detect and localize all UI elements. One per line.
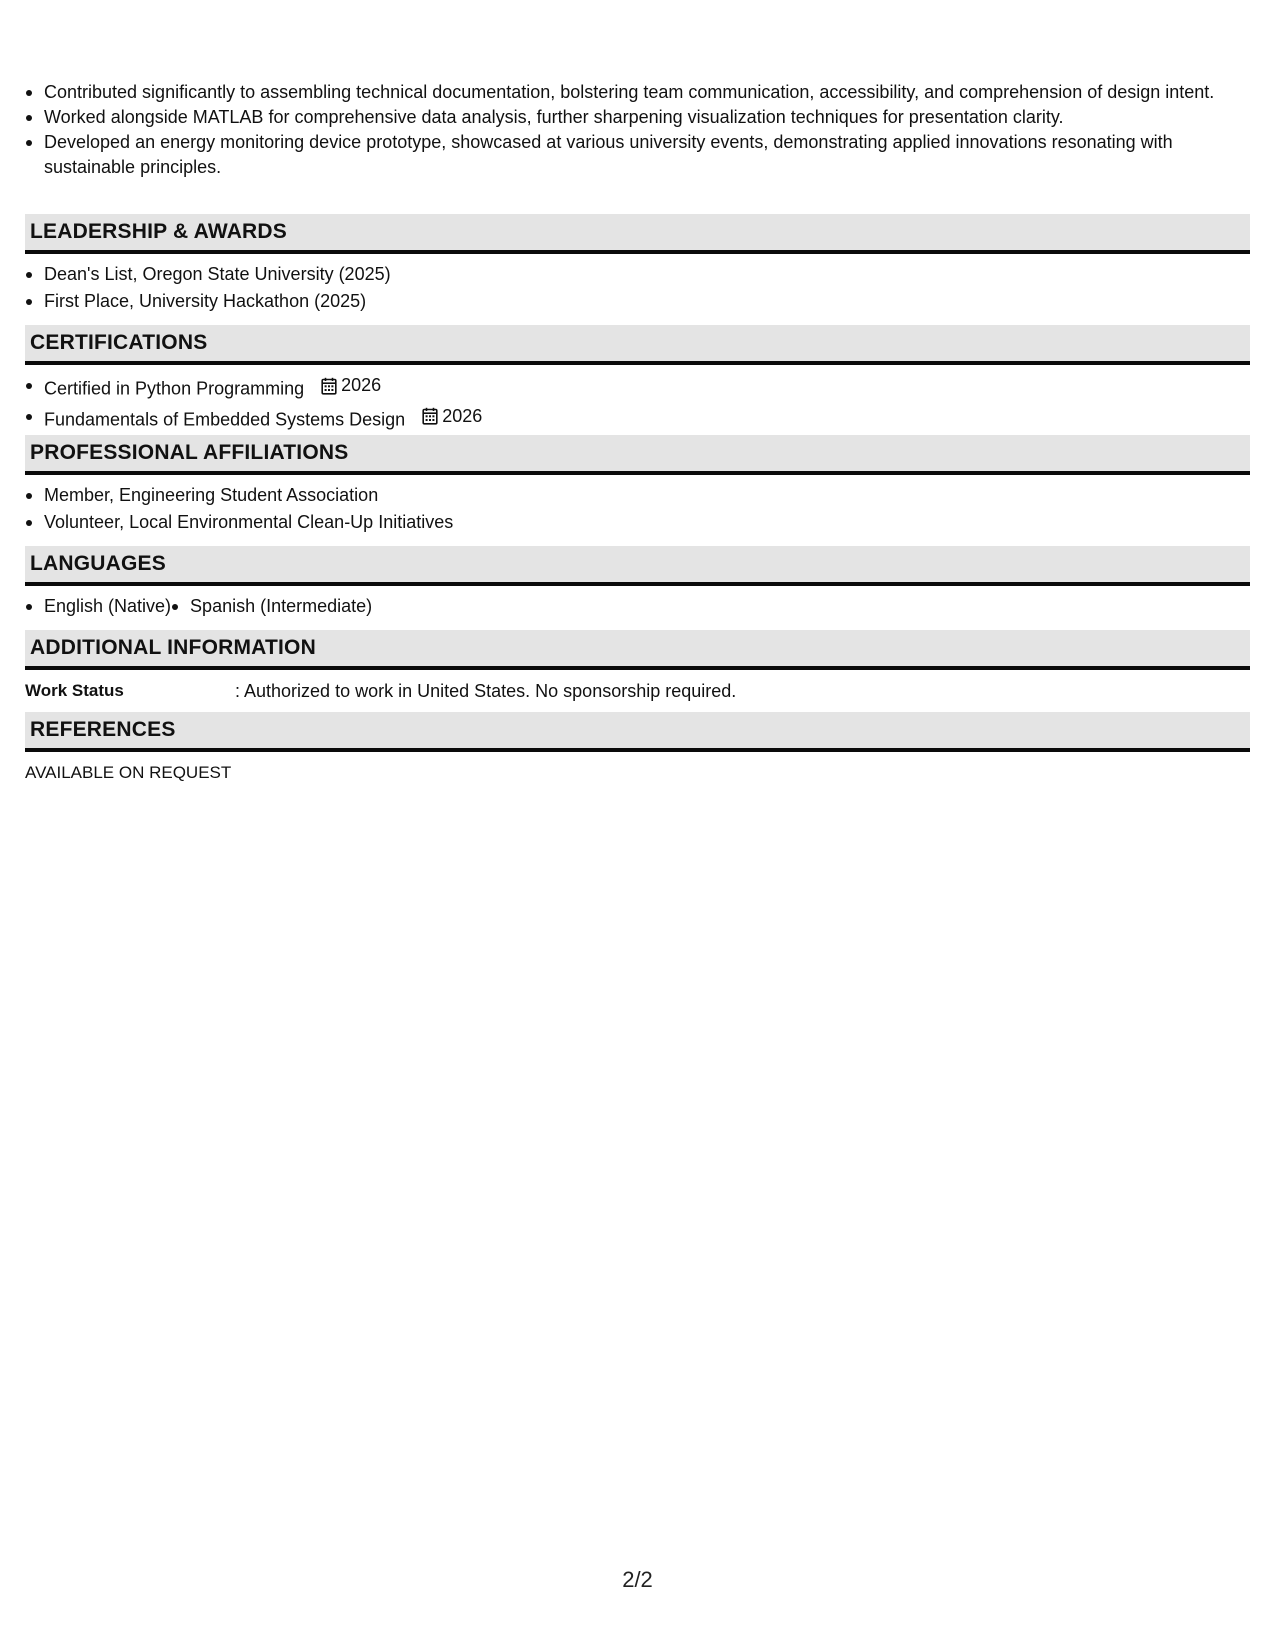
- certification-name: Fundamentals of Embedded Systems Design: [44, 409, 406, 429]
- work-status-row: [25, 670, 1250, 703]
- page-number: 2/2: [622, 1567, 653, 1592]
- section-title: PROFESSIONAL AFFILIATIONS: [30, 441, 349, 464]
- section-header: [25, 325, 1250, 365]
- section-title: ADDITIONAL INFORMATION: [30, 636, 316, 659]
- work-status-value: : Authorized to work in United States. No sponsorship required.: [235, 681, 737, 701]
- additional-info-section: [25, 630, 1250, 703]
- language-item: English (Native): [25, 594, 171, 619]
- experience-bullet: Contributed significantly to assembling technical documentation, bolstering team communication, accessibility, and comprehension of design intent.: [25, 80, 1250, 105]
- language-item: Spanish (Intermediate): [171, 594, 372, 619]
- experience-bullet-list: [25, 80, 1250, 180]
- work-status-label: Work Status: [25, 681, 124, 700]
- certification-date: [321, 373, 381, 398]
- calendar-icon: [422, 407, 438, 425]
- award-item: First Place, University Hackathon (2025): [25, 289, 1250, 314]
- section-header: [25, 214, 1250, 254]
- references-text: AVAILABLE ON REQUEST: [25, 763, 232, 782]
- leadership-list: [25, 262, 1250, 314]
- certification-item: [25, 404, 1250, 433]
- certifications-section: [25, 325, 1250, 434]
- section-title: LEADERSHIP & AWARDS: [30, 220, 287, 243]
- experience-bullet: Worked alongside MATLAB for comprehensive data analysis, further sharpening visualization techniques for presentation clarity.: [25, 105, 1250, 130]
- calendar-icon: [321, 377, 337, 395]
- leadership-section: [25, 214, 1250, 316]
- certifications-list: [25, 373, 1250, 432]
- award-item: Dean's List, Oregon State University (2025): [25, 262, 1250, 287]
- section-header: [25, 546, 1250, 586]
- section-header: [25, 630, 1250, 670]
- experience-bullet: Developed an energy monitoring device prototype, showcased at various university events, demonstrating applied innovations resonating with sustainable principles.: [25, 130, 1250, 180]
- languages-list: [25, 594, 1250, 621]
- references-section: [25, 712, 1250, 785]
- section-header: [25, 712, 1250, 752]
- languages-section: [25, 546, 1250, 621]
- certification-year: 2026: [341, 375, 382, 395]
- section-title: REFERENCES: [30, 718, 176, 741]
- section-header: [25, 435, 1250, 475]
- resume-page: [25, 0, 1250, 1650]
- affiliations-list: [25, 483, 1250, 535]
- certification-year: 2026: [442, 405, 483, 426]
- section-title: CERTIFICATIONS: [30, 331, 208, 354]
- affiliation-item: Volunteer, Local Environmental Clean-Up Initiatives: [25, 510, 1250, 535]
- affiliations-section: [25, 435, 1250, 537]
- certification-date: [422, 404, 482, 429]
- section-title: LANGUAGES: [30, 552, 166, 575]
- certification-item: [25, 373, 1250, 402]
- certification-name: Certified in Python Programming: [44, 378, 305, 399]
- affiliation-item: Member, Engineering Student Association: [25, 483, 1250, 508]
